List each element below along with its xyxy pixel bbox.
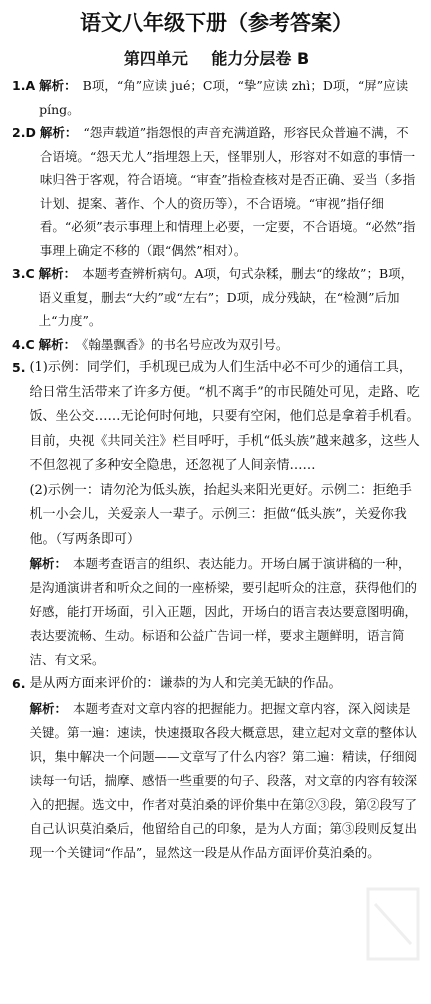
analysis-label: 解析： xyxy=(39,78,77,93)
answer-number: 5. xyxy=(12,360,26,375)
answer-text: 是从两方面来评价的：谦恭的为人和完美无缺的作品。 xyxy=(29,676,342,691)
answer-item-2 xyxy=(12,121,421,262)
answer-item-5 xyxy=(12,356,421,672)
sample-answer-1: (1)示例：同学们，手机现已成为人们生活中必不可少的通信工具，给日常生活带来了许多方便。“机不离手”的市民随处可见，走路、吃饭、坐公交……无论何时何地，只要有空闲，他们总是拿着手机看。目前，央视《共同关注》栏目呼吁，手机“低头族”越来越多，这些人不但忽视了多种安全隐患，还忽视了人间亲情…… xyxy=(29,360,420,473)
answer-number: 2.D xyxy=(12,125,36,140)
answer-text: 《翰墨飘香》的书名号应改为双引号。 xyxy=(82,336,289,352)
analysis-text: 本题考查语言的组织、表达能力。开场白属于演讲稿的一种，是沟通演讲者和听众之间的一座桥梁，要引起听众的注意，获得他们的好感，能打开场面，引入正题，因此，开场白的语言表达要意图明确，表达要流畅、生动。标语和公益广告词一样，要求主题鲜明，语言简洁、有文采。 xyxy=(29,556,417,667)
watermark-stamp xyxy=(363,884,423,964)
analysis-text: 本题考查对文章内容的把握能力。把握文章内容，深入阅读是关键。第一遍：速读，快速摄取各段大概意思，建立起对文章的整体认识，集中解决一个问题——文章写了什么内容？第二遍：精读，仔细阅读每一句话，揣摩、感悟一些重要的句子、段落，对文章的内容有较深入的把握。选文中，作者对莫泊桑的评价集中在第②③段，第②段写了自己认识莫泊桑后，他留给自己的印象，是为人方面；第③段则反复出现一个关键词“作品”，显然这一段是从作品方面评价莫泊桑的。 xyxy=(29,700,417,860)
answer-number: 4.C xyxy=(12,336,35,352)
unit-label: 第四单元 xyxy=(123,49,188,68)
answer-item-4 xyxy=(12,333,421,357)
analysis-label: 解析： xyxy=(29,556,67,571)
analysis-label: 解析： xyxy=(38,336,77,352)
analysis-label: 解析： xyxy=(29,700,67,716)
answer-item-3 xyxy=(12,262,421,333)
answer-text: 本题考查辨析病句。A项，句式杂糅，删去“的缘故”；B项，语义重复，删去“大约”或“左右”；D项，成分残缺，在“检测”后加上“力度”。 xyxy=(38,266,414,328)
answer-text: “怨声载道”指怨恨的声音充满道路，形容民众普遍不满，不合语境。“怨天尤人”指埋怨上天，怪罪别人，形容对不如意的事情一味归咎于客观，符合语境。“审查”指检查核对是否正确、妥当（多指计划、提案、著作、个人的资历等），不合语境。“审视”指仔细看。“必须”表示事理上和情理上必要，一定要，不合语境。“必然”指事理上确定不移的（跟“偶然”相对）。 xyxy=(39,125,416,258)
sample-answer-2: (2)示例一：请勿沦为低头族，抬起头来阳光更好。示例二：拒绝手机一小会儿，关爱亲人一辈子。示例三：拒做“低头族”，关爱你我他。（写两条即可） xyxy=(29,482,412,547)
answer-number: 1.A xyxy=(12,78,36,93)
quiz-label: 能力分层卷 B xyxy=(211,49,310,68)
page-title: 语文八年级下册（参考答案） xyxy=(80,11,353,35)
analysis-label: 解析： xyxy=(39,125,78,140)
answer-item-1 xyxy=(12,74,421,121)
answer-number: 6. xyxy=(12,676,26,691)
section-heading xyxy=(12,46,421,72)
answer-text: B项，“角”应读 jué；C项，“挚”应读 zhì；D项，“屏”应读 píng。 xyxy=(39,78,409,117)
answer-item-6 xyxy=(12,672,421,865)
answer-number: 3.C xyxy=(12,266,35,281)
analysis-label: 解析： xyxy=(38,266,77,281)
